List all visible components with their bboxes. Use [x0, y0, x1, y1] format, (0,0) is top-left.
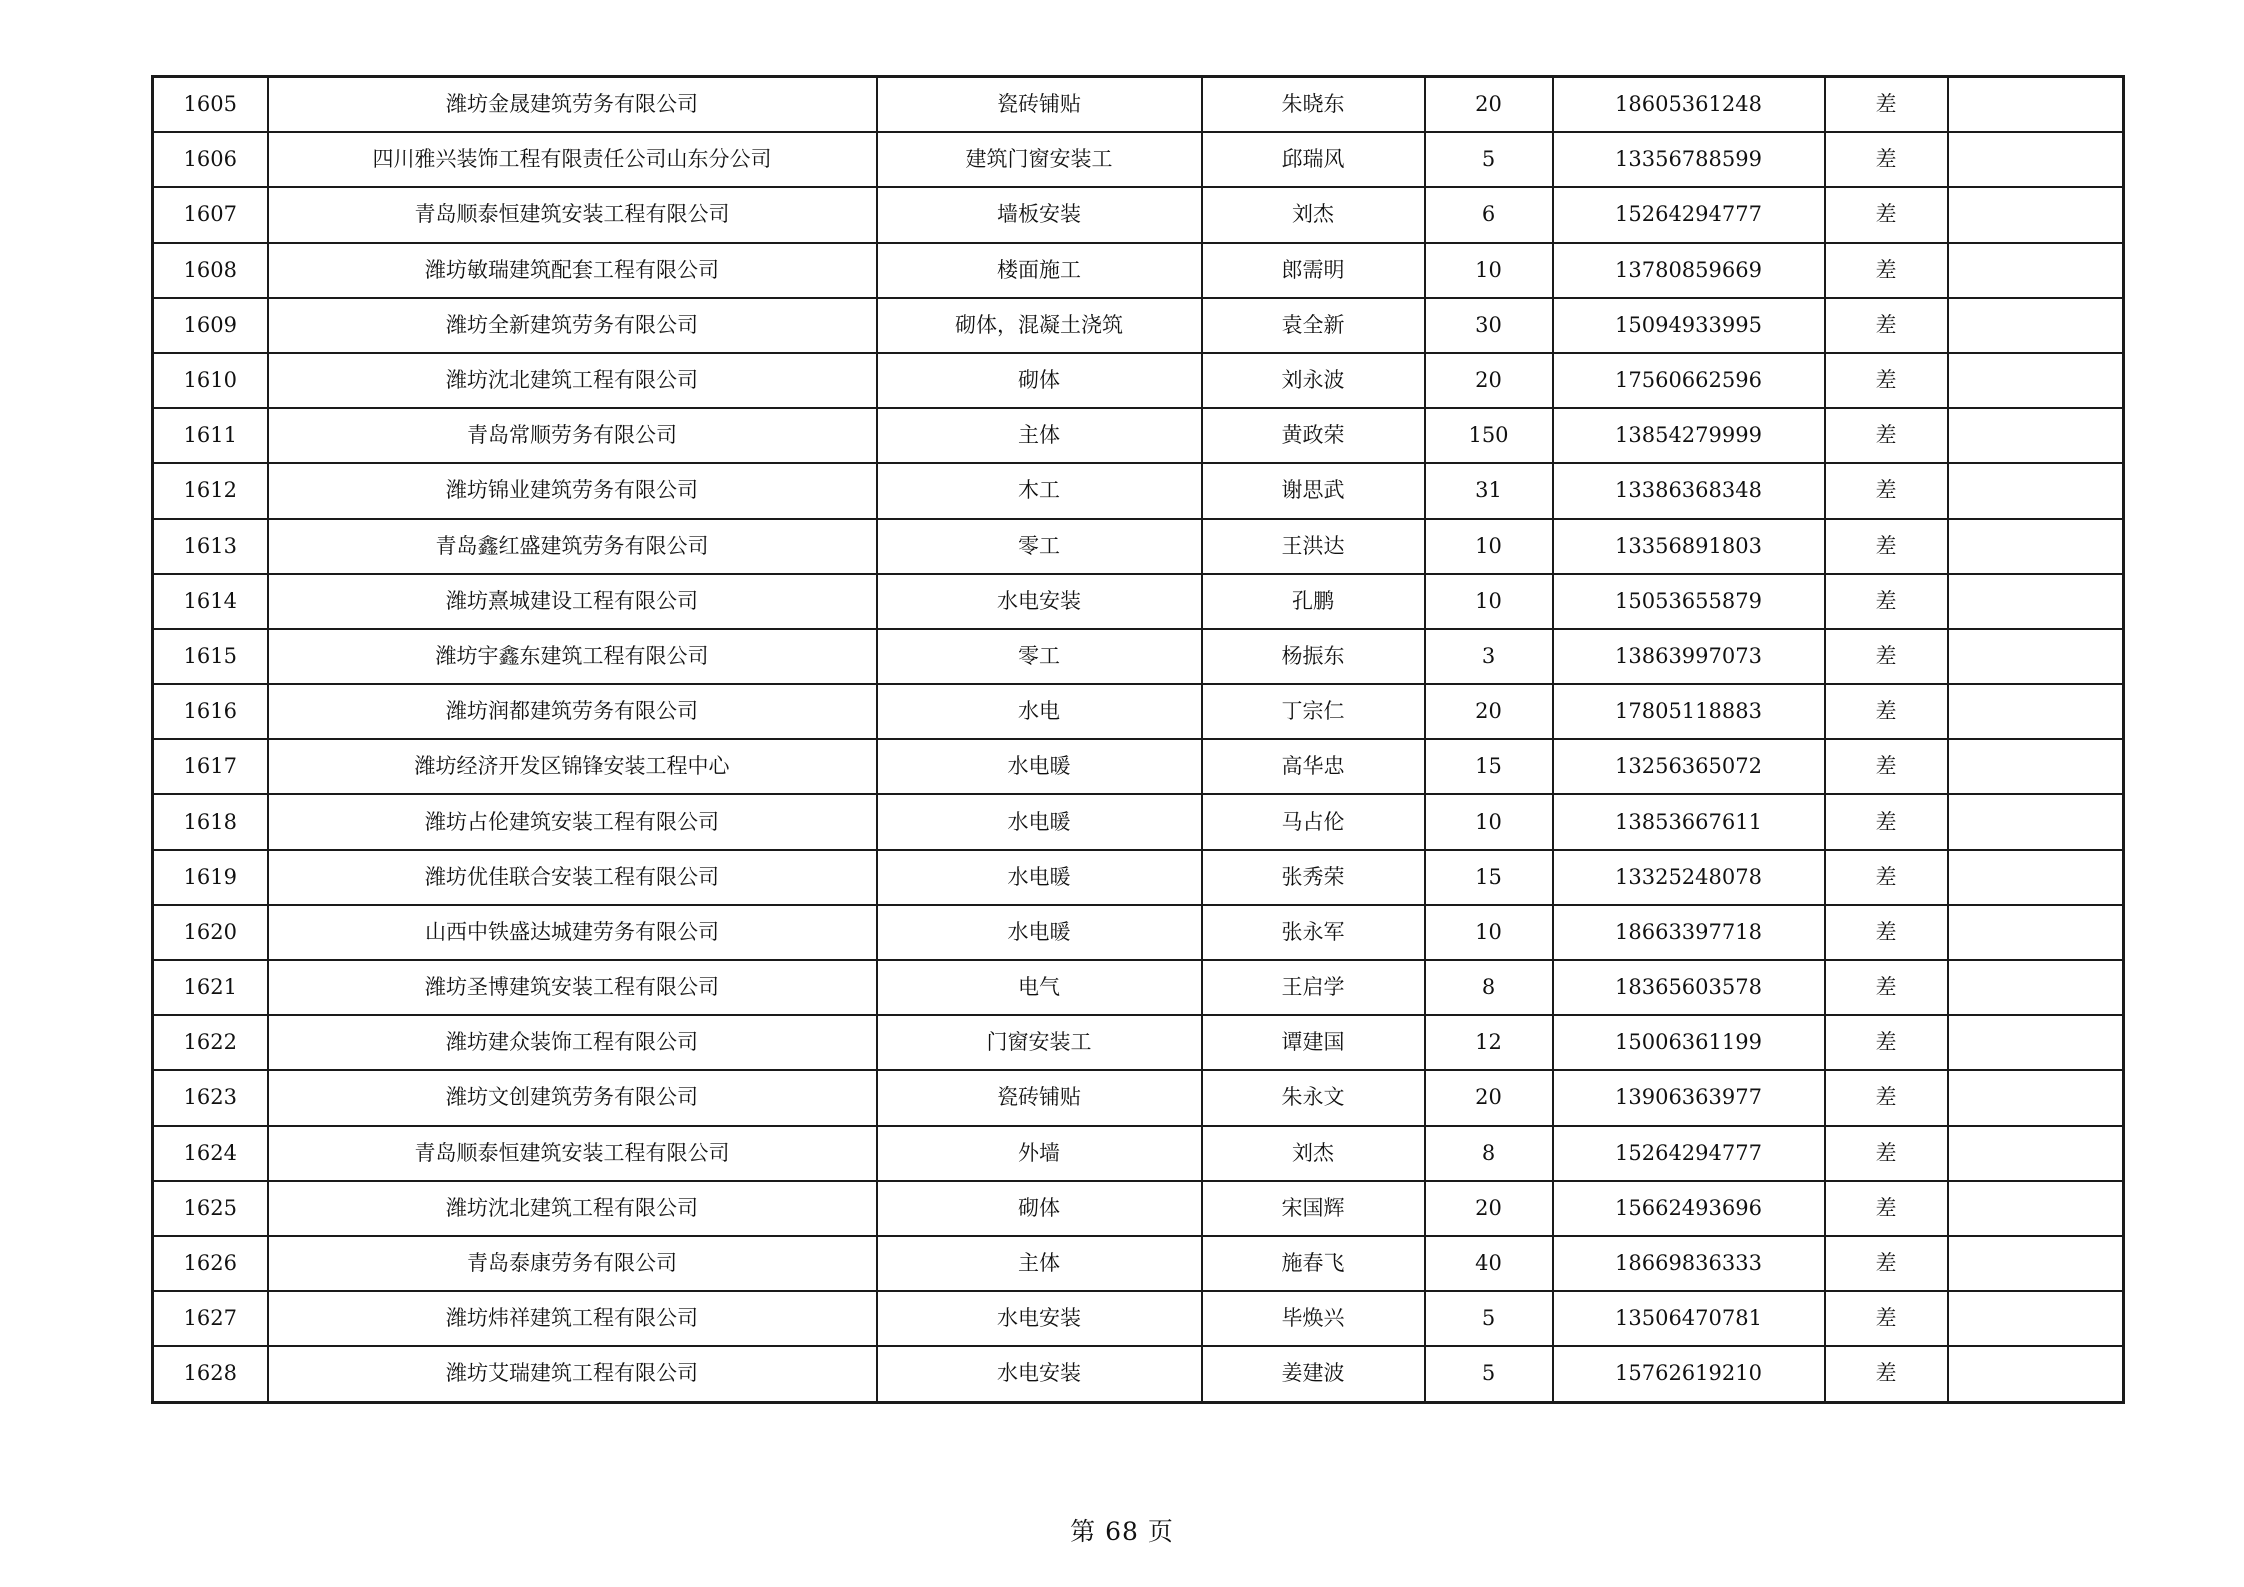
- serial-number-cell: 1626: [153, 1236, 268, 1291]
- company-name-cell: 潍坊敏瑞建筑配套工程有限公司: [268, 243, 877, 298]
- work-type-cell: 建筑门窗安装工: [877, 132, 1202, 187]
- remark-cell: [1948, 1126, 2124, 1181]
- serial-number-cell: 1605: [153, 77, 268, 133]
- contact-person-cell: 孔鹏: [1202, 574, 1425, 629]
- remark-cell: [1948, 629, 2124, 684]
- table-row: [153, 1291, 2124, 1346]
- worker-count-cell: 40: [1425, 1236, 1553, 1291]
- table-row: [153, 684, 2124, 739]
- phone-number-cell: 13356891803: [1553, 519, 1825, 574]
- rating-cell: 差: [1825, 353, 1948, 408]
- company-name-cell: 潍坊沈北建筑工程有限公司: [268, 1181, 877, 1236]
- contact-person-cell: 施春飞: [1202, 1236, 1425, 1291]
- table-row: [153, 77, 2124, 133]
- remark-cell: [1948, 77, 2124, 133]
- rating-cell: 差: [1825, 905, 1948, 960]
- remark-cell: [1948, 463, 2124, 518]
- rating-cell: 差: [1825, 132, 1948, 187]
- work-type-cell: 水电安装: [877, 1346, 1202, 1402]
- phone-number-cell: 18669836333: [1553, 1236, 1825, 1291]
- phone-number-cell: 15006361199: [1553, 1015, 1825, 1070]
- remark-cell: [1948, 243, 2124, 298]
- worker-count-cell: 31: [1425, 463, 1553, 518]
- serial-number-cell: 1627: [153, 1291, 268, 1346]
- phone-number-cell: 13325248078: [1553, 850, 1825, 905]
- serial-number-cell: 1609: [153, 298, 268, 353]
- company-name-cell: 潍坊经济开发区锦锋安装工程中心: [268, 739, 877, 794]
- remark-cell: [1948, 519, 2124, 574]
- remark-cell: [1948, 850, 2124, 905]
- remark-cell: [1948, 1070, 2124, 1125]
- phone-number-cell: 13256365072: [1553, 739, 1825, 794]
- serial-number-cell: 1612: [153, 463, 268, 518]
- contact-person-cell: 刘杰: [1202, 1126, 1425, 1181]
- serial-number-cell: 1628: [153, 1346, 268, 1402]
- rating-cell: 差: [1825, 850, 1948, 905]
- phone-number-cell: 13780859669: [1553, 243, 1825, 298]
- contact-person-cell: 毕焕兴: [1202, 1291, 1425, 1346]
- work-type-cell: 门窗安装工: [877, 1015, 1202, 1070]
- company-name-cell: 青岛鑫红盛建筑劳务有限公司: [268, 519, 877, 574]
- worker-count-cell: 10: [1425, 519, 1553, 574]
- worker-count-cell: 20: [1425, 77, 1553, 133]
- worker-count-cell: 20: [1425, 353, 1553, 408]
- work-type-cell: 水电: [877, 684, 1202, 739]
- serial-number-cell: 1623: [153, 1070, 268, 1125]
- rating-cell: 差: [1825, 519, 1948, 574]
- remark-cell: [1948, 1346, 2124, 1402]
- worker-count-cell: 20: [1425, 1070, 1553, 1125]
- contact-person-cell: 谭建国: [1202, 1015, 1425, 1070]
- worker-count-cell: 10: [1425, 905, 1553, 960]
- contact-person-cell: 郎需明: [1202, 243, 1425, 298]
- worker-count-cell: 150: [1425, 408, 1553, 463]
- contact-person-cell: 王洪达: [1202, 519, 1425, 574]
- table-row: [153, 463, 2124, 518]
- table-row: [153, 132, 2124, 187]
- company-name-cell: 潍坊沈北建筑工程有限公司: [268, 353, 877, 408]
- worker-count-cell: 6: [1425, 187, 1553, 242]
- company-name-cell: 山西中铁盛达城建劳务有限公司: [268, 905, 877, 960]
- phone-number-cell: 17805118883: [1553, 684, 1825, 739]
- table-row: [153, 905, 2124, 960]
- serial-number-cell: 1615: [153, 629, 268, 684]
- rating-cell: 差: [1825, 574, 1948, 629]
- work-type-cell: 楼面施工: [877, 243, 1202, 298]
- phone-number-cell: 15264294777: [1553, 187, 1825, 242]
- remark-cell: [1948, 574, 2124, 629]
- company-name-cell: 潍坊宇鑫东建筑工程有限公司: [268, 629, 877, 684]
- rating-cell: 差: [1825, 1291, 1948, 1346]
- phone-number-cell: 17560662596: [1553, 353, 1825, 408]
- serial-number-cell: 1620: [153, 905, 268, 960]
- company-name-cell: 潍坊熹城建设工程有限公司: [268, 574, 877, 629]
- worker-count-cell: 15: [1425, 739, 1553, 794]
- rating-cell: 差: [1825, 298, 1948, 353]
- serial-number-cell: 1618: [153, 794, 268, 849]
- serial-number-cell: 1607: [153, 187, 268, 242]
- company-name-cell: 四川雅兴装饰工程有限责任公司山东分公司: [268, 132, 877, 187]
- table-row: [153, 353, 2124, 408]
- company-name-cell: 潍坊锦业建筑劳务有限公司: [268, 463, 877, 518]
- company-name-cell: 潍坊全新建筑劳务有限公司: [268, 298, 877, 353]
- rating-cell: 差: [1825, 1346, 1948, 1402]
- company-name-cell: 潍坊建众装饰工程有限公司: [268, 1015, 877, 1070]
- phone-number-cell: 15264294777: [1553, 1126, 1825, 1181]
- work-type-cell: 电气: [877, 960, 1202, 1015]
- table-row: [153, 519, 2124, 574]
- work-type-cell: 砌体: [877, 1181, 1202, 1236]
- remark-cell: [1948, 1181, 2124, 1236]
- serial-number-cell: 1614: [153, 574, 268, 629]
- remark-cell: [1948, 960, 2124, 1015]
- worker-count-cell: 8: [1425, 1126, 1553, 1181]
- work-type-cell: 瓷砖铺贴: [877, 77, 1202, 133]
- contact-person-cell: 姜建波: [1202, 1346, 1425, 1402]
- table-row: [153, 243, 2124, 298]
- table-row: [153, 1181, 2124, 1236]
- worker-count-cell: 5: [1425, 1346, 1553, 1402]
- serial-number-cell: 1625: [153, 1181, 268, 1236]
- remark-cell: [1948, 1291, 2124, 1346]
- contact-person-cell: 黄政荣: [1202, 408, 1425, 463]
- work-type-cell: 木工: [877, 463, 1202, 518]
- work-type-cell: 外墙: [877, 1126, 1202, 1181]
- rating-cell: 差: [1825, 739, 1948, 794]
- worker-count-cell: 10: [1425, 794, 1553, 849]
- contact-person-cell: 谢思武: [1202, 463, 1425, 518]
- worker-count-cell: 8: [1425, 960, 1553, 1015]
- table-row: [153, 574, 2124, 629]
- remark-cell: [1948, 1236, 2124, 1291]
- worker-count-cell: 10: [1425, 574, 1553, 629]
- contact-person-cell: 宋国辉: [1202, 1181, 1425, 1236]
- phone-number-cell: 18365603578: [1553, 960, 1825, 1015]
- rating-cell: 差: [1825, 1181, 1948, 1236]
- phone-number-cell: 13854279999: [1553, 408, 1825, 463]
- table-row: [153, 1070, 2124, 1125]
- remark-cell: [1948, 905, 2124, 960]
- remark-cell: [1948, 408, 2124, 463]
- rating-cell: 差: [1825, 960, 1948, 1015]
- serial-number-cell: 1611: [153, 408, 268, 463]
- contact-person-cell: 刘永波: [1202, 353, 1425, 408]
- serial-number-cell: 1619: [153, 850, 268, 905]
- phone-number-cell: 15053655879: [1553, 574, 1825, 629]
- work-type-cell: 瓷砖铺贴: [877, 1070, 1202, 1125]
- phone-number-cell: 13506470781: [1553, 1291, 1825, 1346]
- contact-person-cell: 高华忠: [1202, 739, 1425, 794]
- table-row: [153, 960, 2124, 1015]
- work-type-cell: 水电暖: [877, 739, 1202, 794]
- contact-person-cell: 马占伦: [1202, 794, 1425, 849]
- table-row: [153, 794, 2124, 849]
- serial-number-cell: 1621: [153, 960, 268, 1015]
- table-row: [153, 1236, 2124, 1291]
- company-name-cell: 潍坊文创建筑劳务有限公司: [268, 1070, 877, 1125]
- company-name-cell: 潍坊占伦建筑安装工程有限公司: [268, 794, 877, 849]
- worker-count-cell: 3: [1425, 629, 1553, 684]
- serial-number-cell: 1616: [153, 684, 268, 739]
- company-name-cell: 潍坊优佳联合安装工程有限公司: [268, 850, 877, 905]
- rating-cell: 差: [1825, 1015, 1948, 1070]
- rating-cell: 差: [1825, 1070, 1948, 1125]
- phone-number-cell: 18605361248: [1553, 77, 1825, 133]
- contact-person-cell: 刘杰: [1202, 187, 1425, 242]
- worker-count-cell: 20: [1425, 684, 1553, 739]
- remark-cell: [1948, 1015, 2124, 1070]
- contact-person-cell: 袁全新: [1202, 298, 1425, 353]
- serial-number-cell: 1608: [153, 243, 268, 298]
- remark-cell: [1948, 353, 2124, 408]
- company-name-cell: 青岛常顺劳务有限公司: [268, 408, 877, 463]
- contact-person-cell: 张秀荣: [1202, 850, 1425, 905]
- phone-number-cell: 15094933995: [1553, 298, 1825, 353]
- rating-cell: 差: [1825, 629, 1948, 684]
- rating-cell: 差: [1825, 794, 1948, 849]
- company-name-cell: 潍坊润都建筑劳务有限公司: [268, 684, 877, 739]
- serial-number-cell: 1613: [153, 519, 268, 574]
- work-type-cell: 水电暖: [877, 850, 1202, 905]
- work-type-cell: 零工: [877, 629, 1202, 684]
- contact-person-cell: 张永军: [1202, 905, 1425, 960]
- company-name-cell: 青岛顺泰恒建筑安装工程有限公司: [268, 1126, 877, 1181]
- rating-cell: 差: [1825, 1126, 1948, 1181]
- work-type-cell: 主体: [877, 1236, 1202, 1291]
- phone-number-cell: 18663397718: [1553, 905, 1825, 960]
- work-type-cell: 墙板安装: [877, 187, 1202, 242]
- phone-number-cell: 13853667611: [1553, 794, 1825, 849]
- phone-number-cell: 13906363977: [1553, 1070, 1825, 1125]
- company-name-cell: 潍坊艾瑞建筑工程有限公司: [268, 1346, 877, 1402]
- table-row: [153, 408, 2124, 463]
- table-body: [153, 77, 2124, 1403]
- company-name-cell: 青岛泰康劳务有限公司: [268, 1236, 877, 1291]
- worker-count-cell: 30: [1425, 298, 1553, 353]
- worker-count-cell: 5: [1425, 132, 1553, 187]
- worker-count-cell: 20: [1425, 1181, 1553, 1236]
- company-name-cell: 青岛顺泰恒建筑安装工程有限公司: [268, 187, 877, 242]
- work-type-cell: 零工: [877, 519, 1202, 574]
- rating-cell: 差: [1825, 463, 1948, 518]
- remark-cell: [1948, 684, 2124, 739]
- remark-cell: [1948, 132, 2124, 187]
- rating-cell: 差: [1825, 187, 1948, 242]
- table-row: [153, 629, 2124, 684]
- serial-number-cell: 1622: [153, 1015, 268, 1070]
- phone-number-cell: 13386368348: [1553, 463, 1825, 518]
- table-row: [153, 1126, 2124, 1181]
- table-row: [153, 739, 2124, 794]
- contact-person-cell: 丁宗仁: [1202, 684, 1425, 739]
- serial-number-cell: 1606: [153, 132, 268, 187]
- company-roster-table: [151, 75, 2125, 1404]
- contact-person-cell: 杨振东: [1202, 629, 1425, 684]
- table-row: [153, 850, 2124, 905]
- remark-cell: [1948, 794, 2124, 849]
- serial-number-cell: 1610: [153, 353, 268, 408]
- work-type-cell: 主体: [877, 408, 1202, 463]
- rating-cell: 差: [1825, 408, 1948, 463]
- table-row: [153, 1346, 2124, 1402]
- work-type-cell: 水电安装: [877, 574, 1202, 629]
- company-name-cell: 潍坊炜祥建筑工程有限公司: [268, 1291, 877, 1346]
- work-type-cell: 砌体: [877, 353, 1202, 408]
- remark-cell: [1948, 187, 2124, 242]
- table-row: [153, 1015, 2124, 1070]
- table-row: [153, 187, 2124, 242]
- worker-count-cell: 10: [1425, 243, 1553, 298]
- worker-count-cell: 5: [1425, 1291, 1553, 1346]
- rating-cell: 差: [1825, 243, 1948, 298]
- work-type-cell: 水电暖: [877, 905, 1202, 960]
- serial-number-cell: 1624: [153, 1126, 268, 1181]
- contact-person-cell: 朱晓东: [1202, 77, 1425, 133]
- phone-number-cell: 13863997073: [1553, 629, 1825, 684]
- phone-number-cell: 13356788599: [1553, 132, 1825, 187]
- work-type-cell: 水电安装: [877, 1291, 1202, 1346]
- rating-cell: 差: [1825, 1236, 1948, 1291]
- phone-number-cell: 15662493696: [1553, 1181, 1825, 1236]
- remark-cell: [1948, 739, 2124, 794]
- contact-person-cell: 王启学: [1202, 960, 1425, 1015]
- worker-count-cell: 12: [1425, 1015, 1553, 1070]
- worker-count-cell: 15: [1425, 850, 1553, 905]
- contact-person-cell: 朱永文: [1202, 1070, 1425, 1125]
- company-name-cell: 潍坊金晟建筑劳务有限公司: [268, 77, 877, 133]
- rating-cell: 差: [1825, 77, 1948, 133]
- work-type-cell: 水电暖: [877, 794, 1202, 849]
- company-name-cell: 潍坊圣博建筑安装工程有限公司: [268, 960, 877, 1015]
- contact-person-cell: 邱瑞风: [1202, 132, 1425, 187]
- serial-number-cell: 1617: [153, 739, 268, 794]
- rating-cell: 差: [1825, 684, 1948, 739]
- work-type-cell: 砌体，混凝土浇筑: [877, 298, 1202, 353]
- table-row: [153, 298, 2124, 353]
- phone-number-cell: 15762619210: [1553, 1346, 1825, 1402]
- remark-cell: [1948, 298, 2124, 353]
- page-number: 第 68 页: [1070, 1517, 1174, 1546]
